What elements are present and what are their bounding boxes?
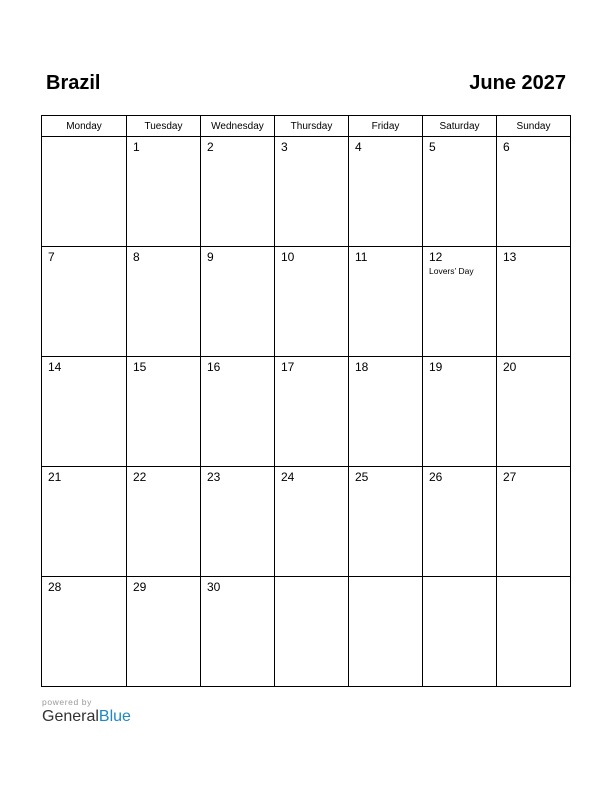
- day-number: 2: [207, 140, 214, 154]
- weekday-header: Tuesday: [127, 116, 201, 137]
- brand-logo-part2: Blue: [98, 708, 131, 725]
- day-number: 3: [281, 140, 288, 154]
- week-row: [42, 247, 571, 357]
- day-number: [497, 577, 570, 580]
- day-number: 10: [281, 250, 295, 264]
- day-cell: [201, 467, 275, 577]
- day-number: 4: [355, 140, 362, 154]
- day-cell: [42, 577, 127, 687]
- day-number: 27: [503, 470, 517, 484]
- day-number: 28: [48, 580, 62, 594]
- weekday-header: Thursday: [275, 116, 349, 137]
- powered-by-text: powered by: [42, 697, 92, 707]
- day-cell: [42, 357, 127, 467]
- day-number: 17: [281, 360, 295, 374]
- day-number: 15: [133, 360, 147, 374]
- day-cell: [275, 467, 349, 577]
- day-number: 16: [207, 360, 221, 374]
- day-cell: [349, 137, 423, 247]
- day-cell: [497, 247, 571, 357]
- week-row: [42, 357, 571, 467]
- day-number: 25: [355, 470, 369, 484]
- day-cell: [497, 577, 571, 687]
- brand-logo[interactable]: [42, 708, 131, 726]
- month-year-title: June 2027: [469, 72, 566, 94]
- day-number: 30: [207, 580, 221, 594]
- day-number: 18: [355, 360, 369, 374]
- brand-logo-part1: General: [42, 708, 99, 725]
- day-number: [349, 577, 422, 580]
- day-number: 8: [133, 250, 140, 264]
- day-number: 11: [355, 250, 368, 264]
- day-cell: [127, 247, 201, 357]
- day-number: [42, 137, 126, 140]
- day-number: 5: [429, 140, 436, 154]
- country-title: Brazil: [46, 72, 101, 94]
- day-cell: [42, 247, 127, 357]
- weekday-header: Monday: [42, 116, 127, 137]
- week-row: [42, 577, 571, 687]
- day-number: 12: [429, 250, 443, 264]
- day-cell: [349, 357, 423, 467]
- day-number: 29: [133, 580, 147, 594]
- weekday-header: Wednesday: [201, 116, 275, 137]
- week-row: [42, 467, 571, 577]
- day-number: 26: [429, 470, 443, 484]
- day-cell: [423, 577, 497, 687]
- weekday-header-row: [42, 116, 571, 137]
- day-cell: [275, 357, 349, 467]
- day-cell: [275, 137, 349, 247]
- day-cell: [127, 357, 201, 467]
- day-cell: [497, 137, 571, 247]
- day-cell: [349, 577, 423, 687]
- day-cell: [201, 137, 275, 247]
- weekday-header: Friday: [349, 116, 423, 137]
- day-cell: [127, 467, 201, 577]
- holiday-label: Lovers’ Day: [429, 266, 474, 276]
- day-number: 24: [281, 470, 295, 484]
- weekday-header: Sunday: [497, 116, 571, 137]
- day-number: 9: [207, 250, 214, 264]
- day-cell: [423, 137, 497, 247]
- day-cell: [275, 247, 349, 357]
- day-cell: [201, 357, 275, 467]
- day-cell: [423, 357, 497, 467]
- day-number: 13: [503, 250, 517, 264]
- day-cell: [275, 577, 349, 687]
- day-cell: [42, 467, 127, 577]
- day-cell: [423, 467, 497, 577]
- day-cell: [349, 467, 423, 577]
- day-number: [275, 577, 348, 580]
- day-cell: [127, 137, 201, 247]
- day-cell: [497, 357, 571, 467]
- day-cell: [42, 137, 127, 247]
- day-cell: [201, 247, 275, 357]
- day-number: 14: [48, 360, 62, 374]
- day-number: 6: [503, 140, 510, 154]
- day-number: 20: [503, 360, 517, 374]
- day-number: 23: [207, 470, 221, 484]
- day-cell-holiday: [423, 247, 497, 357]
- week-row: [42, 137, 571, 247]
- weekday-header: Saturday: [423, 116, 497, 137]
- day-cell: [201, 577, 275, 687]
- day-number: 1: [133, 140, 140, 154]
- day-number: [423, 577, 496, 580]
- day-number: 19: [429, 360, 443, 374]
- day-cell: [497, 467, 571, 577]
- day-cell: [127, 577, 201, 687]
- day-cell: [349, 247, 423, 357]
- day-number: 21: [48, 470, 62, 484]
- calendar-grid: [41, 115, 571, 687]
- footer: [42, 697, 131, 726]
- day-number: 7: [48, 250, 55, 264]
- day-number: 22: [133, 470, 147, 484]
